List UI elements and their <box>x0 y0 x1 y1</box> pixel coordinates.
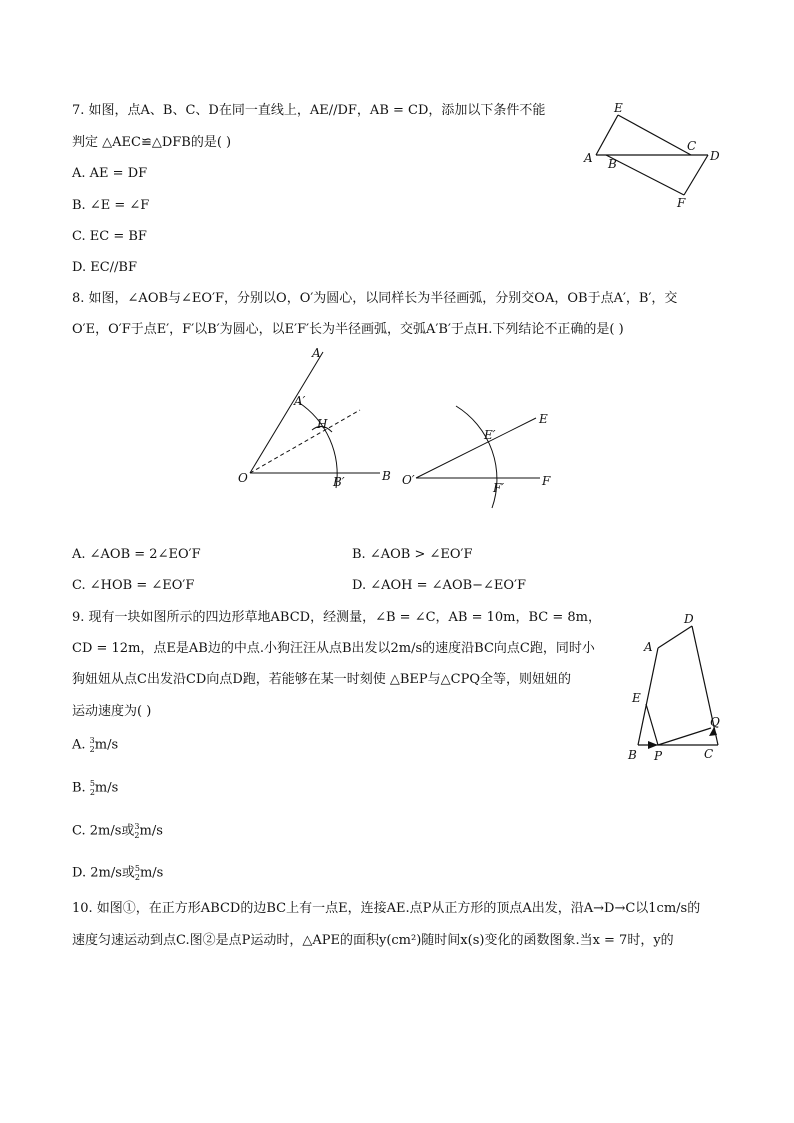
q8-stem-line2: O′E，O′F于点E′，F′以B′为圆心，以E′F′长为半径画弧，交弧A′B′于点H.下列结论不正确的是( ) <box>72 322 624 337</box>
q9-stem-line4: 运动速度为( ) <box>72 704 152 719</box>
segment-pq <box>658 728 711 745</box>
arc-e1f1 <box>456 406 497 508</box>
q7-label-e: E <box>614 101 623 115</box>
q7-option-b: B. ∠E = ∠F <box>72 198 150 213</box>
segment-ec <box>618 115 691 155</box>
q7-option-c: C. EC = BF <box>72 229 147 244</box>
q8-label-f1: F′ <box>493 481 505 495</box>
arrow-bp <box>648 741 658 749</box>
q8-option-a: A. ∠AOB = 2∠EO′F <box>72 547 201 562</box>
q8-label-o1: O′ <box>402 473 415 487</box>
q8-label-h: H <box>317 417 328 431</box>
ray-o1e <box>416 418 536 478</box>
segment-ab <box>638 648 658 745</box>
q8-stem-line1: 8. 如图，∠AOB与∠EO′F，分别以O，O′为圆心，以同样长为半径画弧，分别交OA，OB于点A′，B′，交 <box>72 291 678 306</box>
segment-ae <box>596 115 618 155</box>
ray-oh <box>250 410 360 473</box>
q9-stem-line3: 狗妞妞从点C出发沿CD向点D跑，若能够在某一时刻使 △BEP与△CPQ全等，则妞妞的 <box>72 672 572 687</box>
q9-label-e: E <box>632 691 641 705</box>
q8-option-b: B. ∠AOB > ∠EO′F <box>352 547 473 562</box>
q9-stem-line2: CD = 12m，点E是AB边的中点.小狗汪汪从点B出发以2m/s的速度沿BC向点C跑，同时小 <box>72 641 595 656</box>
q7-label-a: A <box>584 151 593 165</box>
q9-option-d: D. 2m/s或 5 2 m/s <box>72 864 164 882</box>
q8-label-a1: A′ <box>294 394 306 408</box>
q8-label-e1: E′ <box>484 428 496 442</box>
segment-ep <box>646 704 658 745</box>
arc-a1b1 <box>298 402 337 488</box>
q7-figure <box>578 100 728 215</box>
q8-option-c: C. ∠HOB = ∠EO′F <box>72 578 195 593</box>
q7-option-d: D. EC//BF <box>72 260 137 275</box>
q8-option-d: D. ∠AOH = ∠AOB−∠EO′F <box>352 578 527 593</box>
q9-option-b: B. 5 2 m/s <box>72 779 119 797</box>
q9-option-a: A. 3 2 m/s <box>72 736 119 754</box>
q7-stem-line2: 判定 △AEC≌△DFB的是( ) <box>72 135 232 150</box>
q8-figure <box>230 340 570 515</box>
q9-label-b: B <box>628 748 637 762</box>
q9-label-p: P <box>654 749 663 763</box>
q9-stem-line1: 9. 现有一块如图所示的四边形草地ABCD，经测量，∠B = ∠C，AB = 10m，BC = 8m， <box>72 610 601 625</box>
q8-label-f: F <box>542 474 551 488</box>
q7-label-d: D <box>710 149 720 163</box>
q7-option-a: A. AE = DF <box>72 166 148 181</box>
segment-df <box>684 155 708 195</box>
segment-ad <box>658 626 692 648</box>
segment-bf <box>606 155 684 195</box>
q8-label-e: E <box>539 412 548 426</box>
q9-figure <box>618 608 738 768</box>
q9-label-c: C <box>704 747 714 761</box>
q7-label-b: B <box>608 157 617 171</box>
q9-option-c: C. 2m/s或 3 2 m/s <box>72 822 163 840</box>
q9-label-a: A <box>644 640 653 654</box>
q7-label-c: C <box>687 139 697 153</box>
q8-label-o: O <box>238 471 248 485</box>
q9-label-q: Q <box>710 715 720 729</box>
q8-label-b1: B′ <box>333 475 345 489</box>
q7-label-f: F <box>677 196 686 210</box>
q8-label-b: B <box>382 469 391 483</box>
q10-stem-line2: 速度匀速运动到点C.图②是点P运动时，△APE的面积y(cm²)随时间x(s)变化的函数图象.当x = 7时，y的 <box>72 933 674 948</box>
ray-oa <box>250 352 323 473</box>
q10-stem-line1: 10. 如图①，在正方形ABCD的边BC上有一点E，连接AE.点P从正方形的顶点A出发，沿A→D→C以1cm/s的 <box>72 901 701 916</box>
q7-stem-line1: 7. 如图，点A、B、C、D在同一直线上，AE//DF，AB = CD，添加以下条件不能 <box>72 103 546 118</box>
q8-label-a: A <box>312 346 321 360</box>
q9-label-d: D <box>684 612 694 626</box>
